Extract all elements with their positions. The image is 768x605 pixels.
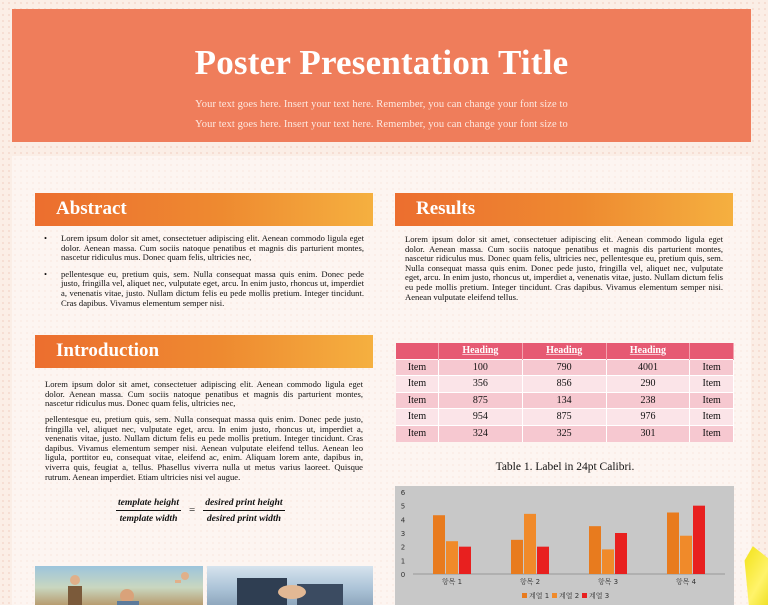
table-cell: Item	[690, 359, 734, 376]
y-tick-label: 4	[400, 516, 406, 525]
table-cell: Item	[396, 359, 438, 376]
table-header-cell	[396, 343, 438, 359]
chart-bar	[446, 541, 458, 574]
table-cell: 134	[522, 392, 606, 409]
formula-right-denominator: desired print width	[206, 512, 281, 524]
chart-bar	[680, 536, 692, 574]
table-row	[396, 409, 734, 426]
abstract-heading: Abstract	[35, 193, 373, 226]
table-header-cell: Heading	[522, 343, 606, 359]
x-tick-label: 항목 2	[519, 578, 541, 586]
table-cell: Item	[690, 409, 734, 426]
y-tick-label: 2	[400, 543, 406, 552]
legend-label: 계열 3	[589, 592, 610, 600]
y-tick-label: 6	[400, 489, 406, 497]
photo-celebrating-person	[35, 566, 203, 605]
legend-swatch	[582, 593, 587, 598]
bar-chart	[395, 486, 734, 605]
table-cell: 976	[606, 409, 690, 426]
chart-bar	[537, 547, 549, 574]
table-header-cell: Heading	[606, 343, 690, 359]
table-cell: 875	[522, 409, 606, 426]
legend-swatch	[522, 593, 527, 598]
aspect-ratio-formula	[116, 495, 285, 525]
formula-left-fraction	[116, 497, 181, 524]
poster-title: Poster Presentation Title	[194, 43, 569, 82]
table-cell: 324	[438, 425, 522, 442]
chart-bar	[693, 506, 705, 574]
abstract-bullet-text: Lorem ipsum dolor sit amet, consectetuer adipiscing elit. Aenean commodo ligula eget dolor. Aenean massa. Cum sociis natoque penatibus et magnis dis parturient montes, nascetur ridiculus mus. Donec quam felis, ultricies nec,	[61, 233, 364, 263]
legend-label: 계열 2	[559, 592, 580, 600]
chart-bar	[433, 515, 445, 574]
y-tick-label: 1	[400, 557, 406, 566]
poster-header	[12, 9, 751, 142]
results-heading: Results	[395, 193, 733, 226]
bullet-dot-icon: •	[44, 268, 48, 279]
table-row	[396, 392, 734, 409]
abstract-bullet	[44, 234, 364, 263]
table-cell: Item	[396, 425, 438, 442]
y-tick-label: 5	[400, 502, 406, 511]
table-cell: 356	[438, 376, 522, 393]
x-tick-label: 항목 4	[675, 578, 697, 586]
table-cell: Item	[690, 376, 734, 393]
chart-bar	[511, 540, 523, 574]
legend-label: 계열 1	[529, 592, 550, 600]
table-row	[396, 376, 734, 393]
photo-handshake	[207, 566, 373, 605]
table-cell: Item	[690, 425, 734, 442]
poster-subtitle-line-1: Your text goes here. Insert your text here. Remember, you can change your font size to	[195, 99, 568, 110]
bullet-dot-icon: •	[44, 233, 48, 243]
table-header-row	[396, 343, 734, 359]
x-tick-label: 항목 3	[597, 578, 619, 586]
table-cell: Item	[690, 392, 734, 409]
table-cell: 301	[606, 425, 690, 442]
chart-bar	[589, 526, 601, 574]
formula-left-denominator: template width	[119, 512, 178, 524]
table-row	[396, 359, 734, 376]
table-cell: 325	[522, 425, 606, 442]
table-header-cell: Heading	[438, 343, 522, 359]
bar-chart-svg	[395, 486, 734, 605]
table-cell: 100	[438, 359, 522, 376]
table-cell: 238	[606, 392, 690, 409]
formula-equals-sign: =	[189, 504, 196, 516]
chart-bar	[459, 547, 471, 574]
table-cell: Item	[396, 409, 438, 426]
abstract-bullet-text: pellentesque eu, pretium quis, sem. Nulla consequat massa quis enim. Donec pede justo, fringilla vel, aliquet nec, vulputate eget, arcu. In enim justo, rhoncus ut, imperdiet a, venenatis vitae, justo. Nullam dictum felis eu pede mollis pretium. Integer tincidunt. Cras dapibus. Vivamus elementum semper nisi.	[61, 268, 364, 308]
chart-bar	[615, 533, 627, 574]
formula-left-numerator: template height	[116, 497, 181, 511]
results-text: Lorem ipsum dolor sit amet, consectetuer adipiscing elit. Aenean commodo ligula eget dolor. Aenean massa. Cum sociis natoque penatibus et magnis dis parturient montes, nascetur ridiculus mus. Donec quam felis, ultricies nec, pellentesque eu, pretium quis, sem. Nulla consequat massa quis enim. Donec pede justo, fringilla vel, aliquet nec, vulputate eget, arcu. In enim justo, rhoncus ut, imperdiet a, venenatis vitae, justo. Nullam dictum felis eu pede mollis pretium. Integer tincidunt. Cras dapibus. Vivamus elementum semper nisi. Aenean vulputate eleifend tellus.	[405, 234, 723, 302]
introduction-paragraph-1: Lorem ipsum dolor sit amet, consectetuer adipiscing elit. Aenean commodo ligula eget dolor. Aenean massa. Cum sociis natoque penatibus et magnis dis parturient montes, nascetur ridiculus mus. Donec quam felis, ultricies nec,	[45, 379, 363, 409]
chart-bar	[667, 513, 679, 575]
table-cell: 290	[606, 376, 690, 393]
legend-swatch	[552, 593, 557, 598]
table-cell: 790	[522, 359, 606, 376]
table-cell: 954	[438, 409, 522, 426]
introduction-paragraph-2: pellentesque eu, pretium quis, sem. Nulla consequat massa quis enim. Donec pede justo, fringilla vel, aliquet nec, vulputate eget, arcu. In enim justo, rhoncus ut, imperdiet a, venenatis vitae, justo. Nullam dictum felis eu pede mollis pretium. Integer tincidunt. Cras dapibus. Vivamus elementum semper nisi. Aenean vulputate eleifend tellus. Aenean leo ligula, porttitor eu, consequat vitae, eleifend ac, enim. Aliquam lorem ante, dapibus in, viverra quis, feugiat a, tellus. Phasellus viverra nulla ut metus varius laoreet. Quisque rutrum. Aenean imperdiet. Etiam ultricies nisi vel augue.	[45, 414, 363, 482]
y-tick-label: 3	[400, 530, 406, 538]
table-cell: Item	[396, 392, 438, 409]
table-cell: 4001	[606, 359, 690, 376]
poster-subtitle-line-2: Your text goes here. Insert your text here. Remember, you can change your font size to	[195, 119, 568, 130]
y-tick-label: 0	[400, 571, 406, 579]
table-caption: Table 1. Label in 24pt Calibri.	[495, 461, 635, 473]
x-tick-label: 항목 1	[441, 578, 463, 586]
table-header-cell	[690, 343, 734, 359]
abstract-bullet	[44, 270, 364, 308]
formula-right-numerator: desired print height	[203, 497, 284, 511]
table-cell: 856	[522, 376, 606, 393]
chart-bar	[524, 514, 536, 574]
table-cell: 875	[438, 392, 522, 409]
table-cell: Item	[396, 376, 438, 393]
formula-right-fraction	[203, 497, 284, 524]
chart-bar	[602, 549, 614, 574]
results-table	[396, 343, 734, 442]
table-row	[396, 425, 734, 442]
introduction-heading: Introduction	[35, 335, 373, 368]
abstract-bullet-list	[44, 234, 364, 315]
